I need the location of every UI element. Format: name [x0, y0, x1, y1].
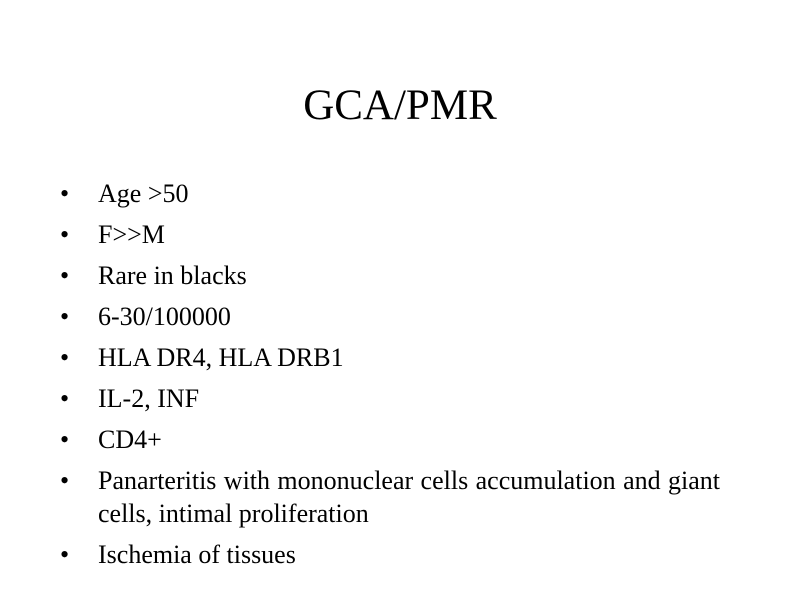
bullet-icon: • [60, 466, 70, 495]
bullet-icon: • [60, 179, 70, 208]
bullet-text: Panarteritis with mononuclear cells accumulation and giant cells, intimal proliferation [98, 466, 720, 528]
list-item [60, 382, 720, 415]
bullet-text: IL-2, INF [98, 384, 200, 413]
bullet-text: 6-30/100000 [98, 302, 231, 331]
bullet-icon: • [60, 540, 70, 569]
bullet-icon: • [60, 220, 70, 249]
list-item [60, 177, 720, 210]
bullet-icon: • [60, 384, 70, 413]
bullet-icon: • [60, 425, 70, 454]
bullet-icon: • [60, 343, 70, 372]
slide-title: GCA/PMR [303, 82, 497, 129]
bullet-text: Age >50 [98, 179, 189, 208]
bullet-list [60, 177, 720, 579]
list-item [60, 300, 720, 333]
bullet-text: CD4+ [98, 425, 162, 454]
list-item [60, 218, 720, 251]
list-item [60, 259, 720, 292]
bullet-icon: • [60, 302, 70, 331]
bullet-text: F>>M [98, 220, 165, 249]
bullet-text: Rare in blacks [98, 261, 247, 290]
bullet-text: HLA DR4, HLA DRB1 [98, 343, 344, 372]
bullet-icon: • [60, 261, 70, 290]
bullet-text: Ischemia of tissues [98, 540, 296, 569]
list-item [60, 464, 720, 530]
list-item [60, 538, 720, 571]
list-item [60, 341, 720, 374]
list-item [60, 423, 720, 456]
